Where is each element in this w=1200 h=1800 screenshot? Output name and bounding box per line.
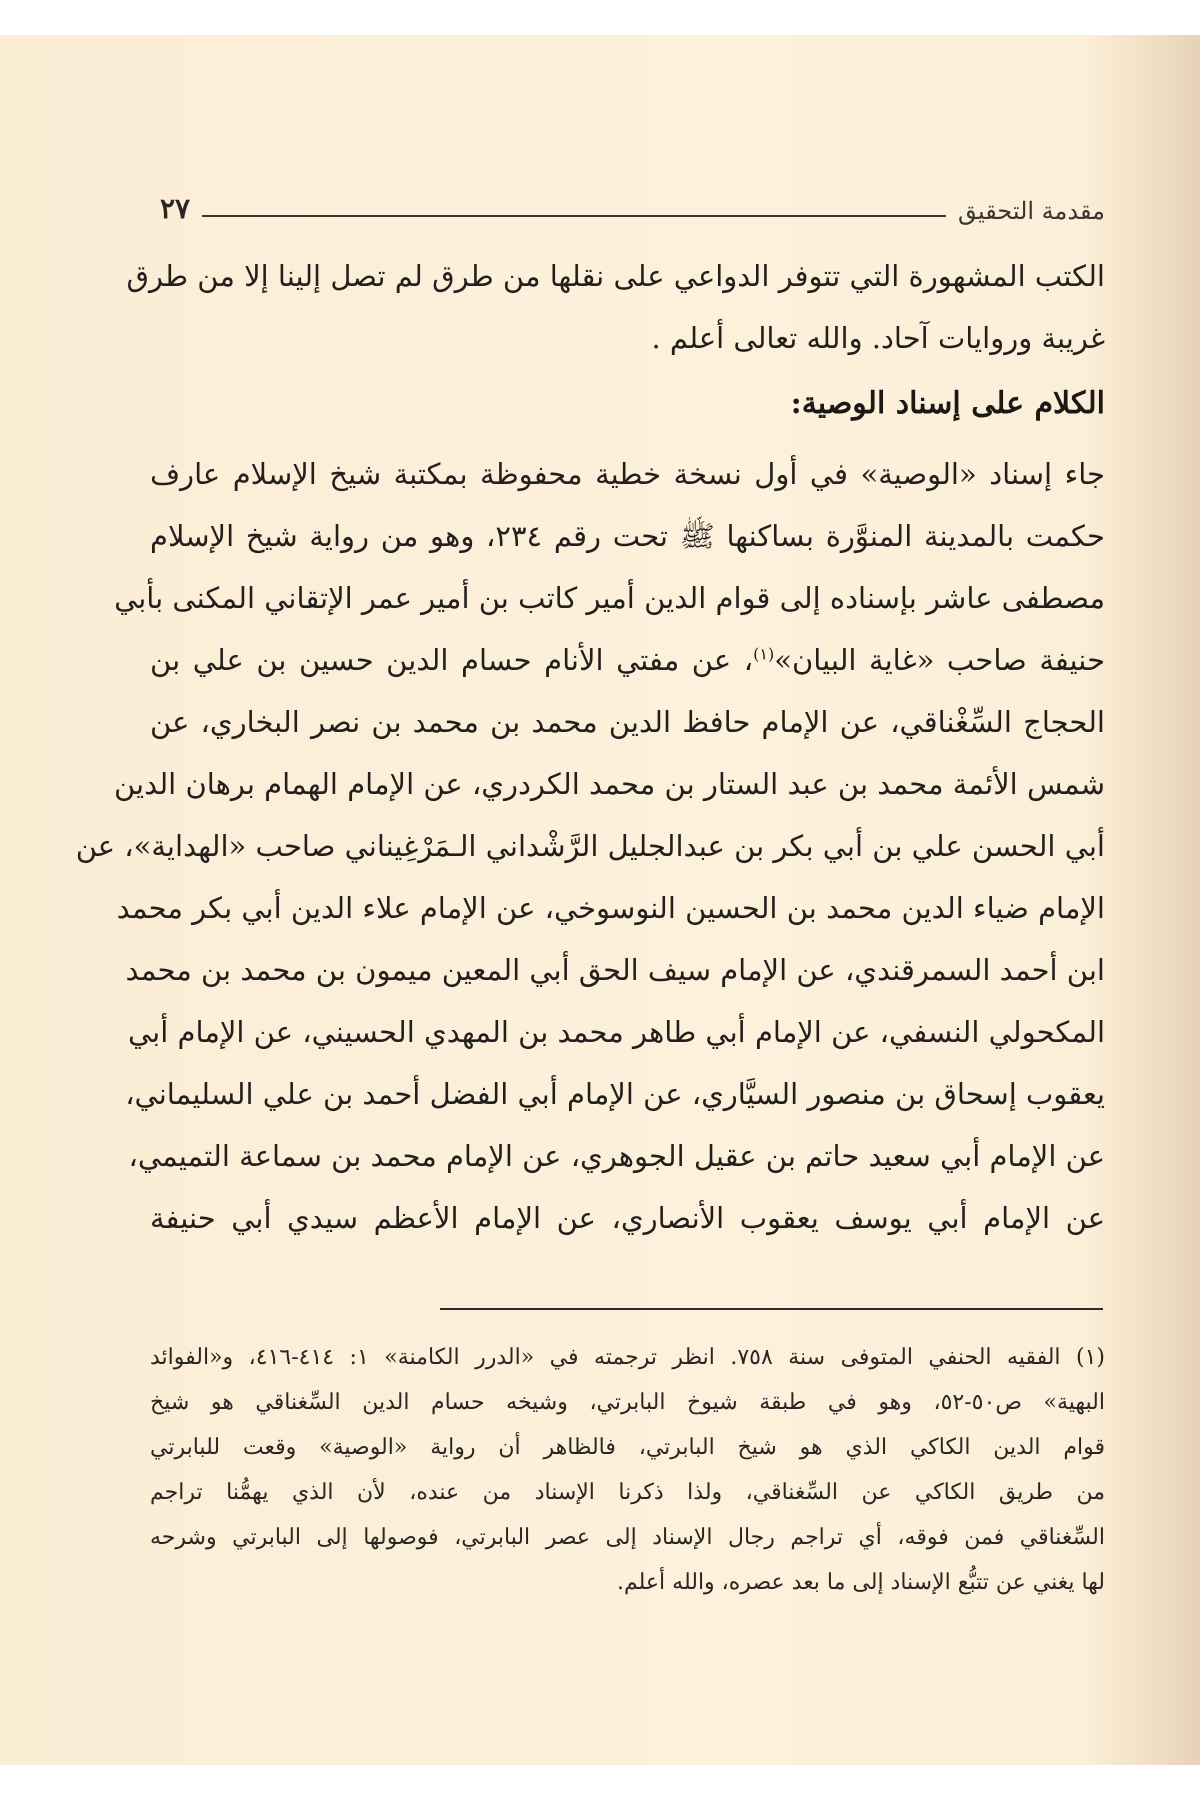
text-line: عن الإمام أبي سعيد حاتم بن عقيل الجوهري، عن الإمام محمد بن سماعة التميمي، <box>128 1139 1105 1173</box>
main-text <box>75 245 1105 1249</box>
text-segment: حنيفة صاحب «غاية البيان» <box>774 643 1105 677</box>
text-line: عن الإمام أبي يوسف يعقوب الأنصاري، عن الإمام الأعظم سيدي أبي حنيفة <box>150 1201 1105 1235</box>
footnote-reference[interactable]: (١) <box>753 644 775 664</box>
footnote-line: السِّغناقي فمن فوقه، أي تراجم رجال الإسناد إلى عصر البابرتي، فوصولها إلى البابرتي وشرحه <box>150 1525 1105 1550</box>
text-line-with-footnote-ref <box>150 629 1105 691</box>
running-header <box>160 185 1105 225</box>
header-rule <box>202 215 946 217</box>
text-line: ابن أحمد السمرقندي، عن الإمام سيف الحق أبي المعين ميمون بن محمد بن محمد <box>125 953 1105 987</box>
text-line: الإمام ضياء الدين محمد بن الحسين النوسوخي، عن الإمام علاء الدين أبي بكر محمد <box>116 891 1105 925</box>
text-line: شمس الأئمة محمد بن عبد الستار بن محمد الكردري، عن الإمام الهمام برهان الدين <box>113 767 1105 801</box>
text-line: الحجاج السِّغْناقي، عن الإمام حافظ الدين محمد بن محمد بن نصر البخاري، عن <box>150 705 1105 739</box>
chapter-title: مقدمة التحقيق <box>957 197 1105 225</box>
text-line: حكمت بالمدينة المنوَّرة بساكنها ﷺ تحت رقم ٢٣٤، وهو من رواية شيخ الإسلام <box>150 519 1105 553</box>
text-line: الكتب المشهورة التي تتوفر الدواعي على نقلها من طرق لم تصل إلينا إلا من طرق <box>126 259 1105 293</box>
footnote-line: قوام الدين الكاكي الذي هو شيخ البابرتي، فالظاهر أن رواية «الوصية» وقعت للبابرتي <box>150 1435 1105 1460</box>
footnote-divider <box>440 1308 1103 1310</box>
text-line: غريبة وروايات آحاد. والله تعالى أعلم . <box>651 321 1105 355</box>
book-page <box>0 35 1200 1765</box>
text-segment: ، عن مفتي الأنام حسام الدين حسين بن علي بن <box>150 643 754 677</box>
footnote-line: البهية» ص٥٠-٥٢، وهو في طبقة شيوخ البابرتي، وشيخه حسام الدين السِّغناقي هو شيخ <box>150 1390 1105 1415</box>
footnote-line: لها يغني عن تتبُّع الإسناد إلى ما بعد عصره، والله أعلم. <box>617 1570 1105 1595</box>
text-line: المكحولي النسفي، عن الإمام أبي طاهر محمد بن المهدي الحسيني، عن الإمام أبي <box>128 1015 1105 1049</box>
page-number: ٢٧ <box>160 192 191 225</box>
footnote-line: من طريق الكاكي عن السِّغناقي، ولذا ذكرنا الإسناد من عنده، لأن الذي يهمُّنا تراجم <box>150 1480 1105 1505</box>
section-heading: الكلام على إسناد الوصية: <box>790 386 1105 421</box>
footnotes <box>150 1335 1105 1605</box>
text-line: جاء إسناد «الوصية» في أول نسخة خطية محفوظة بمكتبة شيخ الإسلام عارف <box>150 457 1105 491</box>
text-line: يعقوب إسحاق بن منصور السيَّاري، عن الإمام أبي الفضل أحمد بن علي السليماني، <box>125 1077 1105 1111</box>
text-line: مصطفى عاشر بإسناده إلى قوام الدين أمير كاتب بن أمير عمر الإتقاني المكنى بأبي <box>114 581 1105 615</box>
footnote-line: (١) الفقيه الحنفي المتوفى سنة ٧٥٨. انظر ترجمته في «الدرر الكامنة» ١: ٤١٤-٤١٦، و«الفوائد <box>150 1345 1105 1370</box>
text-line: أبي الحسن علي بن أبي بكر بن عبدالجليل الرَّشْداني الـمَرْغِيناني صاحب «الهداية»، عن <box>75 829 1105 863</box>
